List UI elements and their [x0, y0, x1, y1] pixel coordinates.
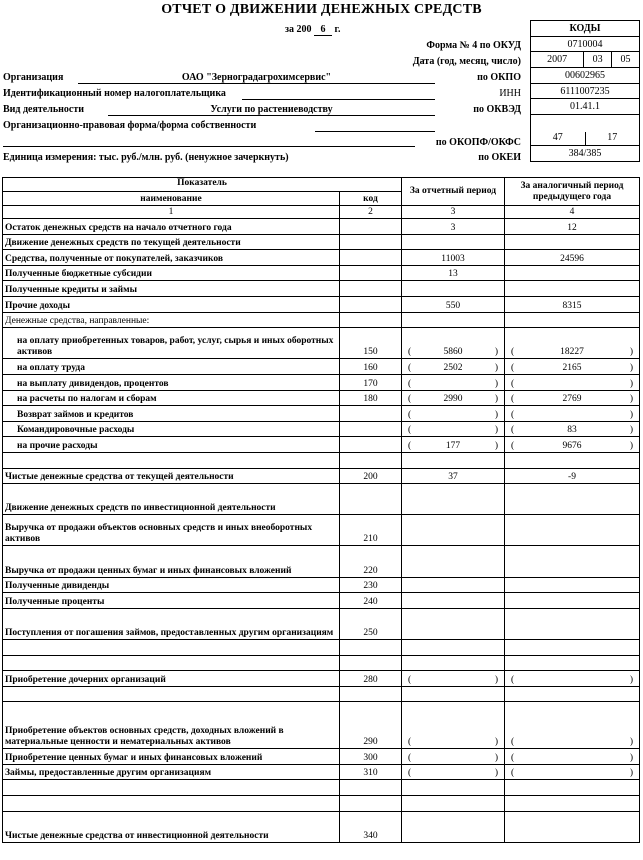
row-name [3, 452, 340, 468]
okopf-label: по ОКОПФ/ОКФС [435, 137, 521, 148]
row-current-value [402, 234, 505, 250]
okei-code: 384/385 [531, 146, 640, 162]
row-previous-value: 12 [505, 219, 640, 235]
table-row [3, 577, 640, 593]
open-paren: ( [408, 378, 412, 389]
open-paren: ( [511, 347, 515, 358]
legal-form-underline-2 [3, 146, 415, 147]
close-paren: ) [494, 394, 498, 405]
open-paren: ( [511, 752, 515, 763]
row-current-value [402, 640, 505, 656]
close-paren: ) [494, 347, 498, 358]
value [514, 675, 630, 686]
table-row [3, 468, 640, 484]
table-body [3, 219, 640, 843]
okud-code: 0710004 [531, 36, 640, 52]
row-previous-value [505, 265, 640, 281]
row-current-value [402, 593, 505, 609]
row-name: на оплату труда [3, 359, 340, 375]
date-day: 05 [612, 52, 640, 68]
row-name: Полученные кредиты и займы [3, 281, 340, 297]
table-row [3, 593, 640, 609]
table-row [3, 359, 640, 375]
row-name: Возврат займов и кредитов [3, 406, 340, 422]
inn-label-left: Идентификационный номер налогоплательщика [3, 88, 226, 99]
row-code [340, 640, 402, 656]
row-code [340, 312, 402, 328]
period-prefix: за 200 [285, 24, 312, 35]
close-paren: ) [494, 674, 498, 685]
open-paren: ( [408, 768, 412, 779]
row-name: Средства, полученные от покупателей, заказчиков [3, 250, 340, 266]
row-previous-value [505, 686, 640, 702]
okopf-code: 47 [531, 132, 586, 145]
open-paren: ( [511, 425, 515, 436]
open-paren: ( [511, 768, 515, 779]
row-code [340, 281, 402, 297]
value: 83 [567, 425, 577, 436]
codes-box [530, 20, 640, 162]
row-code: 210 [340, 515, 402, 546]
value [411, 425, 495, 436]
table-row [3, 437, 640, 453]
activity-label: Вид деятельности [3, 104, 85, 115]
okved-label: по ОКВЭД [473, 104, 521, 115]
row-name: Чистые денежные средства от текущей деятельности [3, 468, 340, 484]
row-code [340, 795, 402, 811]
row-name: Поступления от погашения займов, предоставленных другим организациям [3, 608, 340, 639]
value [514, 768, 630, 779]
row-name: на оплату приобретенных товаров, работ, услуг, сырья и иных оборотных активов [3, 328, 340, 359]
unit-label: Единица измерения: тыс. руб./млн. руб. (ненужное зачеркнуть) [3, 152, 289, 163]
close-paren: ) [629, 378, 633, 389]
row-previous-value [505, 359, 640, 375]
row-previous-value [505, 671, 640, 687]
row-current-value [402, 764, 505, 780]
value [411, 675, 495, 686]
row-current-value [402, 811, 505, 842]
row-current-value: 550 [402, 296, 505, 312]
row-name: Приобретение дочерних организаций [3, 671, 340, 687]
table-row [3, 312, 640, 328]
table-row [3, 780, 640, 796]
row-code [340, 265, 402, 281]
table-row [3, 686, 640, 702]
row-name: на расчеты по налогам и сборам [3, 390, 340, 406]
row-current-value [402, 374, 505, 390]
row-name: Чистые денежные средства от инвестиционной деятельности [3, 811, 340, 842]
row-code: 240 [340, 593, 402, 609]
row-previous-value [505, 437, 640, 453]
row-code: 160 [340, 359, 402, 375]
row-current-value: 37 [402, 468, 505, 484]
row-previous-value: -9 [505, 468, 640, 484]
row-name: Приобретение объектов основных средств, доходных вложений в материальные ценности и нематериальных активов [3, 702, 340, 749]
row-code: 220 [340, 546, 402, 577]
row-name: Полученные бюджетные субсидии [3, 265, 340, 281]
table-row [3, 546, 640, 577]
close-paren: ) [494, 737, 498, 748]
open-paren: ( [408, 440, 412, 451]
table-row [3, 811, 640, 842]
okpo-code: 00602965 [531, 68, 640, 84]
row-name: Прочие доходы [3, 296, 340, 312]
row-name: на прочие расходы [3, 437, 340, 453]
table-row [3, 452, 640, 468]
table-row [3, 640, 640, 656]
row-previous-value [505, 421, 640, 437]
table-row [3, 281, 640, 297]
row-previous-value: 8315 [505, 296, 640, 312]
row-current-value [402, 749, 505, 765]
col-num-3: 3 [402, 206, 505, 219]
okved-code: 01.41.1 [531, 99, 640, 115]
row-previous-value [505, 749, 640, 765]
okpo-label: по ОКПО [477, 72, 521, 83]
row-name: Движение денежных средств по текущей деятельности [3, 234, 340, 250]
table-row [3, 764, 640, 780]
table-row [3, 795, 640, 811]
col-num-2: 2 [340, 206, 402, 219]
row-code: 150 [340, 328, 402, 359]
close-paren: ) [629, 347, 633, 358]
date-month: 03 [584, 52, 612, 68]
row-name: Выручка от продажи ценных бумаг и иных финансовых вложений [3, 546, 340, 577]
row-current-value [402, 452, 505, 468]
row-code: 170 [340, 374, 402, 390]
header-current: За отчетный период [402, 178, 505, 206]
row-previous-value [505, 577, 640, 593]
table-row [3, 749, 640, 765]
row-previous-value [505, 608, 640, 639]
row-code [340, 655, 402, 671]
date-label: Дата (год, месяц, число) [412, 56, 521, 67]
close-paren: ) [494, 768, 498, 779]
row-code: 200 [340, 468, 402, 484]
row-previous-value [505, 374, 640, 390]
open-paren: ( [511, 440, 515, 451]
row-current-value [402, 655, 505, 671]
row-name [3, 780, 340, 796]
close-paren: ) [494, 440, 498, 451]
row-current-value [402, 608, 505, 639]
row-previous-value [505, 515, 640, 546]
table-row [3, 702, 640, 749]
value: 2165 [562, 362, 582, 373]
row-current-value [402, 437, 505, 453]
row-name [3, 686, 340, 702]
legal-form-underline [315, 131, 435, 132]
period-line [285, 24, 340, 36]
row-previous-value [505, 546, 640, 577]
open-paren: ( [511, 394, 515, 405]
open-paren: ( [408, 409, 412, 420]
value: 9676 [562, 440, 582, 451]
row-code [340, 219, 402, 235]
close-paren: ) [494, 425, 498, 436]
row-code: 230 [340, 577, 402, 593]
col-num-4: 4 [505, 206, 640, 219]
row-previous-value: 24596 [505, 250, 640, 266]
open-paren: ( [408, 362, 412, 373]
row-name: Займы, предоставленные другим организациям [3, 764, 340, 780]
row-code [340, 234, 402, 250]
row-name: Приобретение ценных бумаг и иных финансовых вложений [3, 749, 340, 765]
row-previous-value [505, 406, 640, 422]
value [411, 768, 495, 779]
value: 5860 [443, 347, 463, 358]
table-row [3, 250, 640, 266]
row-previous-value [505, 234, 640, 250]
row-name: Полученные проценты [3, 593, 340, 609]
codes-title: КОДЫ [531, 21, 640, 37]
activity-value: Услуги по растениеводству [108, 104, 435, 116]
row-code [340, 421, 402, 437]
row-name: Командировочные расходы [3, 421, 340, 437]
table-row [3, 219, 640, 235]
open-paren: ( [408, 752, 412, 763]
row-previous-value [505, 452, 640, 468]
row-current-value: 11003 [402, 250, 505, 266]
row-current-value [402, 795, 505, 811]
close-paren: ) [629, 440, 633, 451]
row-current-value [402, 671, 505, 687]
row-current-value [402, 328, 505, 359]
row-code: 340 [340, 811, 402, 842]
close-paren: ) [494, 409, 498, 420]
table-row [3, 328, 640, 359]
open-paren: ( [511, 674, 515, 685]
row-current-value [402, 484, 505, 515]
row-current-value [402, 359, 505, 375]
row-previous-value [505, 764, 640, 780]
open-paren: ( [511, 378, 515, 389]
row-code [340, 437, 402, 453]
period-year: 6 [314, 24, 332, 36]
row-current-value [402, 686, 505, 702]
legal-form-label: Организационно-правовая форма/форма собственности [3, 120, 257, 131]
row-code [340, 406, 402, 422]
row-previous-value [505, 780, 640, 796]
row-code: 280 [340, 671, 402, 687]
value [411, 379, 495, 390]
row-current-value [402, 390, 505, 406]
row-name [3, 640, 340, 656]
close-paren: ) [629, 674, 633, 685]
open-paren: ( [511, 737, 515, 748]
table-row [3, 406, 640, 422]
cashflow-table [2, 177, 640, 843]
row-current-value [402, 577, 505, 593]
row-current-value [402, 421, 505, 437]
open-paren: ( [511, 409, 515, 420]
okei-label: по ОКЕИ [478, 152, 521, 163]
row-name: Выручка от продажи объектов основных средств и иных внеоборотных активов [3, 515, 340, 546]
close-paren: ) [494, 752, 498, 763]
table-row [3, 515, 640, 546]
row-name: на выплату дивидендов, процентов [3, 374, 340, 390]
row-current-value [402, 780, 505, 796]
date-year: 2007 [531, 52, 584, 68]
row-name: Полученные дивиденды [3, 577, 340, 593]
table-row [3, 608, 640, 639]
row-current-value [402, 702, 505, 749]
col-num-1: 1 [3, 206, 340, 219]
value [411, 753, 495, 764]
open-paren: ( [511, 362, 515, 373]
row-previous-value [505, 811, 640, 842]
org-label: Организация [3, 72, 64, 83]
row-previous-value [505, 640, 640, 656]
close-paren: ) [629, 768, 633, 779]
okfs-code: 17 [607, 132, 618, 144]
open-paren: ( [408, 674, 412, 685]
table-row [3, 421, 640, 437]
row-previous-value [505, 702, 640, 749]
row-code [340, 780, 402, 796]
table-row [3, 484, 640, 515]
row-code [340, 686, 402, 702]
inn-code: 6111007235 [531, 83, 640, 99]
row-current-value [402, 546, 505, 577]
open-paren: ( [408, 425, 412, 436]
open-paren: ( [408, 737, 412, 748]
close-paren: ) [494, 362, 498, 373]
value: 2769 [562, 394, 582, 405]
row-previous-value [505, 312, 640, 328]
row-code: 180 [340, 390, 402, 406]
row-previous-value [505, 484, 640, 515]
value [514, 737, 630, 748]
table-row [3, 374, 640, 390]
table-row [3, 671, 640, 687]
row-name: Остаток денежных средств на начало отчетного года [3, 219, 340, 235]
row-current-value [402, 406, 505, 422]
table-row [3, 390, 640, 406]
open-paren: ( [408, 394, 412, 405]
header-name: наименование [3, 192, 340, 206]
row-code [340, 296, 402, 312]
row-previous-value [505, 795, 640, 811]
row-current-value [402, 312, 505, 328]
row-previous-value [505, 328, 640, 359]
close-paren: ) [629, 409, 633, 420]
table-row [3, 296, 640, 312]
org-value: ОАО "Зерноградагрохимсервис" [78, 72, 435, 84]
row-code: 250 [340, 608, 402, 639]
value: 18227 [560, 347, 584, 358]
header-previous: За аналогичный период предыдущего года [505, 178, 640, 206]
table-row [3, 265, 640, 281]
row-previous-value [505, 593, 640, 609]
row-previous-value [505, 390, 640, 406]
row-name: Движение денежных средств по инвестиционной деятельности [3, 484, 340, 515]
row-code [340, 250, 402, 266]
row-current-value: 3 [402, 219, 505, 235]
form-label: Форма № 4 по ОКУД [426, 40, 521, 51]
close-paren: ) [629, 362, 633, 373]
period-suffix: г. [334, 24, 341, 35]
value: 2990 [443, 394, 463, 405]
header-indicator: Показатель [3, 178, 402, 192]
value: 177 [445, 440, 461, 451]
close-paren: ) [629, 752, 633, 763]
close-paren: ) [494, 378, 498, 389]
row-current-value [402, 515, 505, 546]
table-row [3, 234, 640, 250]
row-name [3, 655, 340, 671]
open-paren: ( [408, 347, 412, 358]
row-name [3, 795, 340, 811]
close-paren: ) [629, 425, 633, 436]
header-code: код [340, 192, 402, 206]
value [514, 410, 630, 421]
value: 2502 [443, 362, 463, 373]
inn-label: ИНН [499, 88, 521, 99]
row-code [340, 452, 402, 468]
row-current-value: 13 [402, 265, 505, 281]
value [411, 410, 495, 421]
row-code: 310 [340, 764, 402, 780]
row-previous-value [505, 655, 640, 671]
row-code [340, 484, 402, 515]
value [411, 737, 495, 748]
row-code: 300 [340, 749, 402, 765]
close-paren: ) [629, 394, 633, 405]
inn-underline [242, 99, 435, 100]
row-name: Денежные средства, направленные: [3, 312, 340, 328]
table-row [3, 655, 640, 671]
row-previous-value [505, 281, 640, 297]
value [514, 379, 630, 390]
row-current-value [402, 281, 505, 297]
value [514, 753, 630, 764]
row-code: 290 [340, 702, 402, 749]
close-paren: ) [629, 737, 633, 748]
report-title: ОТЧЕТ О ДВИЖЕНИИ ДЕНЕЖНЫХ СРЕДСТВ [161, 2, 482, 17]
